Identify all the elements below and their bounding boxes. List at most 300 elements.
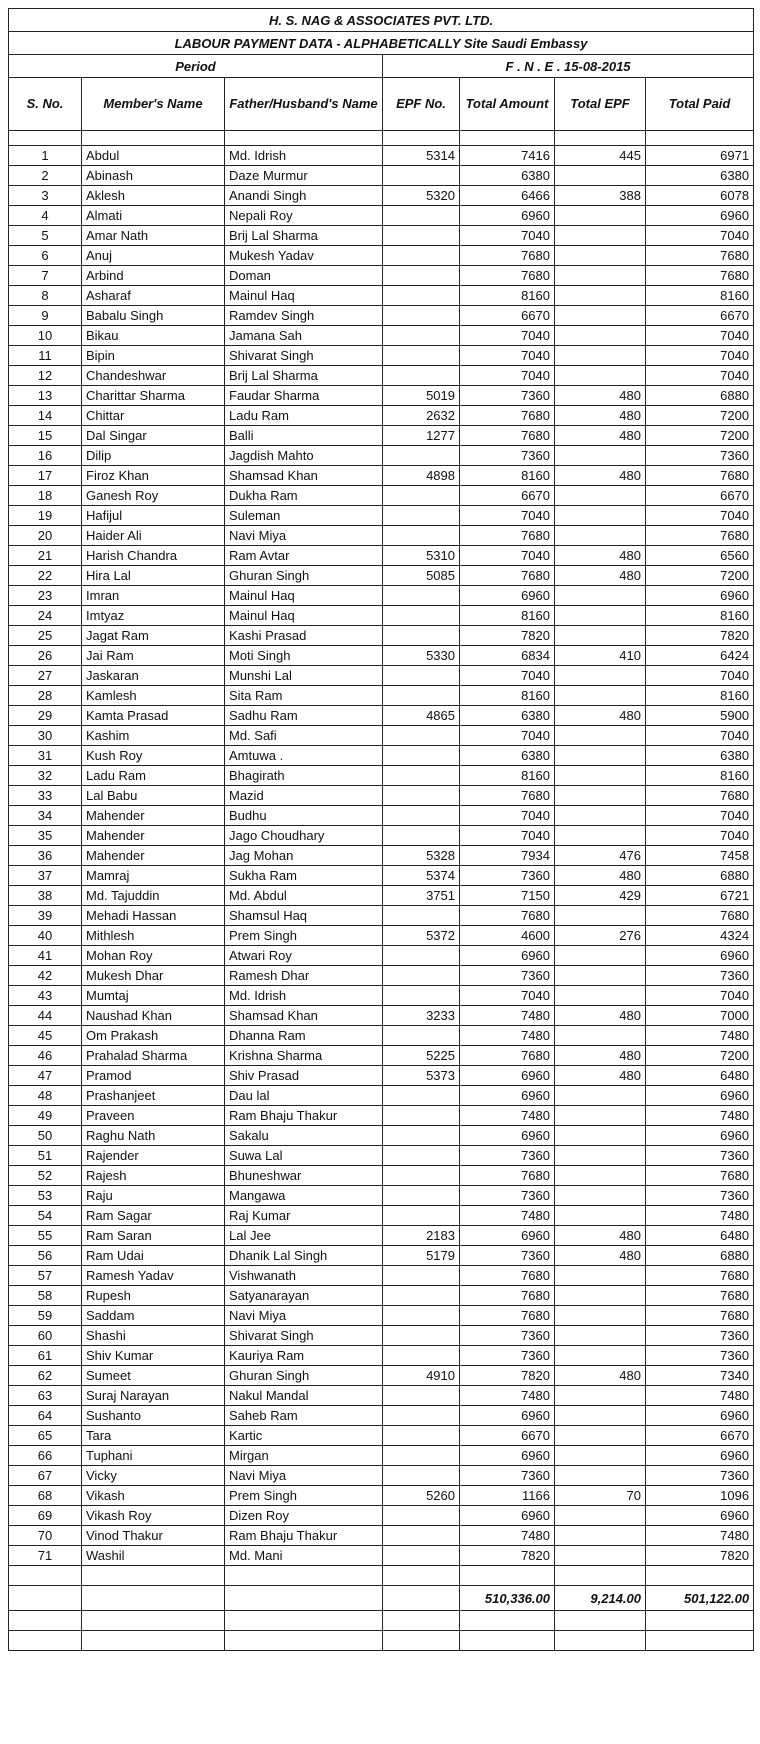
cell-total-paid: 7360 <box>646 966 754 986</box>
table-row <box>9 506 754 526</box>
cell-epf-no <box>383 966 460 986</box>
cell-member-name: Haider Ali <box>82 526 225 546</box>
cell-member-name: Ram Saran <box>82 1226 225 1246</box>
cell-sno: 64 <box>9 1406 82 1426</box>
cell-total-epf <box>555 1426 646 1446</box>
cell-total-amount: 7416 <box>460 146 555 166</box>
cell-sno: 67 <box>9 1466 82 1486</box>
cell-member-name: Jagat Ram <box>82 626 225 646</box>
total-paid-sum: 501,122.00 <box>646 1586 754 1611</box>
cell-epf-no <box>383 1426 460 1446</box>
cell-total-epf <box>555 366 646 386</box>
cell-member-name: Firoz Khan <box>82 466 225 486</box>
cell-father-name: Dizen Roy <box>225 1506 383 1526</box>
cell-total-epf <box>555 666 646 686</box>
table-row <box>9 886 754 906</box>
col-father-name: Father/Husband's Name <box>225 78 383 131</box>
cell-sno: 39 <box>9 906 82 926</box>
cell-total-amount: 8160 <box>460 606 555 626</box>
cell-father-name: Sita Ram <box>225 686 383 706</box>
cell-total-amount: 7820 <box>460 1366 555 1386</box>
table-row <box>9 1006 754 1026</box>
cell-total-paid: 6960 <box>646 1406 754 1426</box>
cell-total-epf: 480 <box>555 386 646 406</box>
cell-total-amount: 7040 <box>460 826 555 846</box>
cell-epf-no <box>383 906 460 926</box>
cell-total-amount: 6960 <box>460 1446 555 1466</box>
cell-total-paid: 6971 <box>646 146 754 166</box>
table-row <box>9 1326 754 1346</box>
cell-sno: 54 <box>9 1206 82 1226</box>
cell-sno: 27 <box>9 666 82 686</box>
cell-total-paid: 6880 <box>646 1246 754 1266</box>
cell-total-epf: 388 <box>555 186 646 206</box>
cell-father-name: Raj Kumar <box>225 1206 383 1226</box>
table-row <box>9 526 754 546</box>
cell-father-name: Dau lal <box>225 1086 383 1106</box>
cell-total-amount: 7680 <box>460 406 555 426</box>
total-epf-sum: 9,214.00 <box>555 1586 646 1611</box>
cell-total-amount: 7360 <box>460 1466 555 1486</box>
cell-father-name: Shamsad Khan <box>225 466 383 486</box>
cell-total-epf <box>555 526 646 546</box>
cell-epf-no <box>383 746 460 766</box>
col-total-paid: Total Paid <box>646 78 754 131</box>
cell-member-name: Shashi <box>82 1326 225 1346</box>
cell-member-name: Mohan Roy <box>82 946 225 966</box>
cell-total-epf <box>555 306 646 326</box>
cell-sno: 50 <box>9 1126 82 1146</box>
cell-member-name: Rajesh <box>82 1166 225 1186</box>
cell-total-amount: 7820 <box>460 1546 555 1566</box>
cell-sno: 2 <box>9 166 82 186</box>
cell-epf-no: 5260 <box>383 1486 460 1506</box>
cell-father-name: Bhagirath <box>225 766 383 786</box>
cell-sno: 58 <box>9 1286 82 1306</box>
cell-father-name: Brij Lal Sharma <box>225 366 383 386</box>
cell-epf-no <box>383 666 460 686</box>
cell-total-epf: 445 <box>555 146 646 166</box>
cell-total-paid: 6880 <box>646 386 754 406</box>
cell-epf-no <box>383 1526 460 1546</box>
cell-total-paid: 6721 <box>646 886 754 906</box>
cell-sno: 4 <box>9 206 82 226</box>
cell-epf-no: 5179 <box>383 1246 460 1266</box>
table-row <box>9 1166 754 1186</box>
cell-total-epf <box>555 1346 646 1366</box>
cell-total-paid: 7480 <box>646 1526 754 1546</box>
table-row <box>9 766 754 786</box>
cell-epf-no: 4910 <box>383 1366 460 1386</box>
cell-member-name: Aklesh <box>82 186 225 206</box>
cell-total-paid: 7480 <box>646 1106 754 1126</box>
cell-father-name: Munshi Lal <box>225 666 383 686</box>
cell-epf-no <box>383 1326 460 1346</box>
table-row <box>9 446 754 466</box>
cell-total-amount: 6960 <box>460 1226 555 1246</box>
cell-member-name: Tuphani <box>82 1446 225 1466</box>
cell-sno: 25 <box>9 626 82 646</box>
cell-member-name: Washil <box>82 1546 225 1566</box>
cell-total-amount: 7360 <box>460 866 555 886</box>
cell-sno: 17 <box>9 466 82 486</box>
cell-sno: 49 <box>9 1106 82 1126</box>
table-row <box>9 546 754 566</box>
cell-sno: 56 <box>9 1246 82 1266</box>
table-row <box>9 466 754 486</box>
table-row <box>9 1206 754 1226</box>
cell-total-paid: 7480 <box>646 1386 754 1406</box>
cell-father-name: Shivarat Singh <box>225 1326 383 1346</box>
cell-total-paid: 7680 <box>646 906 754 926</box>
cell-sno: 68 <box>9 1486 82 1506</box>
cell-total-amount: 7680 <box>460 1046 555 1066</box>
cell-total-amount: 7040 <box>460 986 555 1006</box>
cell-total-paid: 6670 <box>646 306 754 326</box>
cell-father-name: Jago Choudhary <box>225 826 383 846</box>
cell-epf-no: 5328 <box>383 846 460 866</box>
cell-sno: 51 <box>9 1146 82 1166</box>
cell-total-paid: 7040 <box>646 666 754 686</box>
cell-father-name: Budhu <box>225 806 383 826</box>
cell-father-name: Mazid <box>225 786 383 806</box>
cell-father-name: Bhuneshwar <box>225 1166 383 1186</box>
cell-father-name: Shamsul Haq <box>225 906 383 926</box>
cell-sno: 42 <box>9 966 82 986</box>
cell-sno: 1 <box>9 146 82 166</box>
cell-total-paid: 7680 <box>646 1266 754 1286</box>
cell-epf-no <box>383 1406 460 1426</box>
cell-total-paid: 7200 <box>646 566 754 586</box>
table-row <box>9 826 754 846</box>
cell-father-name: Ghuran Singh <box>225 566 383 586</box>
cell-member-name: Kamlesh <box>82 686 225 706</box>
cell-father-name: Saheb Ram <box>225 1406 383 1426</box>
cell-member-name: Amar Nath <box>82 226 225 246</box>
cell-total-paid: 7360 <box>646 1346 754 1366</box>
cell-epf-no: 5374 <box>383 866 460 886</box>
cell-total-amount: 6670 <box>460 486 555 506</box>
table-row <box>9 1026 754 1046</box>
cell-total-epf <box>555 1126 646 1146</box>
cell-total-paid: 7200 <box>646 426 754 446</box>
cell-total-amount: 4600 <box>460 926 555 946</box>
cell-total-paid: 7360 <box>646 446 754 466</box>
cell-total-paid: 7040 <box>646 346 754 366</box>
cell-father-name: Jamana Sah <box>225 326 383 346</box>
cell-epf-no <box>383 446 460 466</box>
cell-total-epf <box>555 1266 646 1286</box>
cell-member-name: Rajender <box>82 1146 225 1166</box>
cell-total-amount: 7360 <box>460 1246 555 1266</box>
cell-sno: 43 <box>9 986 82 1006</box>
cell-total-paid: 7360 <box>646 1186 754 1206</box>
cell-sno: 3 <box>9 186 82 206</box>
cell-sno: 35 <box>9 826 82 846</box>
cell-member-name: Kamta Prasad <box>82 706 225 726</box>
cell-total-epf <box>555 986 646 1006</box>
cell-total-amount: 7680 <box>460 1166 555 1186</box>
cell-sno: 59 <box>9 1306 82 1326</box>
cell-total-epf <box>555 326 646 346</box>
payment-sheet <box>8 8 753 1651</box>
table-row <box>9 1266 754 1286</box>
cell-father-name: Prem Singh <box>225 1486 383 1506</box>
cell-member-name: Mamraj <box>82 866 225 886</box>
report-title: LABOUR PAYMENT DATA - ALPHABETICALLY Site Saudi Embassy <box>9 32 754 55</box>
cell-total-epf <box>555 826 646 846</box>
cell-member-name: Raju <box>82 1186 225 1206</box>
cell-member-name: Ram Udai <box>82 1246 225 1266</box>
cell-sno: 60 <box>9 1326 82 1346</box>
cell-father-name: Balli <box>225 426 383 446</box>
cell-member-name: Arbind <box>82 266 225 286</box>
cell-total-paid: 7820 <box>646 626 754 646</box>
cell-sno: 14 <box>9 406 82 426</box>
cell-father-name: Sadhu Ram <box>225 706 383 726</box>
cell-total-epf <box>555 1106 646 1126</box>
cell-total-epf: 410 <box>555 646 646 666</box>
table-row <box>9 586 754 606</box>
cell-sno: 30 <box>9 726 82 746</box>
cell-sno: 13 <box>9 386 82 406</box>
cell-father-name: Mukesh Yadav <box>225 246 383 266</box>
cell-father-name: Md. Abdul <box>225 886 383 906</box>
cell-sno: 26 <box>9 646 82 666</box>
cell-total-paid: 6960 <box>646 586 754 606</box>
cell-sno: 70 <box>9 1526 82 1546</box>
cell-father-name: Dukha Ram <box>225 486 383 506</box>
cell-epf-no <box>383 1186 460 1206</box>
cell-father-name: Mainul Haq <box>225 606 383 626</box>
cell-total-paid: 7680 <box>646 266 754 286</box>
cell-total-amount: 7360 <box>460 1146 555 1166</box>
cell-sno: 20 <box>9 526 82 546</box>
cell-sno: 34 <box>9 806 82 826</box>
col-member-name: Member's Name <box>82 78 225 131</box>
cell-total-epf <box>555 486 646 506</box>
cell-total-paid: 7040 <box>646 806 754 826</box>
cell-total-epf: 480 <box>555 566 646 586</box>
cell-member-name: Shiv Kumar <box>82 1346 225 1366</box>
cell-member-name: Chittar <box>82 406 225 426</box>
table-row <box>9 866 754 886</box>
cell-member-name: Prahalad Sharma <box>82 1046 225 1066</box>
cell-member-name: Lal Babu <box>82 786 225 806</box>
cell-epf-no <box>383 286 460 306</box>
cell-total-epf <box>555 946 646 966</box>
cell-total-epf <box>555 1406 646 1426</box>
cell-epf-no <box>383 206 460 226</box>
cell-member-name: Mahender <box>82 846 225 866</box>
table-row <box>9 746 754 766</box>
cell-member-name: Vikash Roy <box>82 1506 225 1526</box>
cell-epf-no <box>383 986 460 1006</box>
cell-total-epf: 480 <box>555 406 646 426</box>
cell-total-epf: 480 <box>555 1046 646 1066</box>
cell-total-epf <box>555 606 646 626</box>
col-sno: S. No. <box>9 78 82 131</box>
cell-total-epf <box>555 1306 646 1326</box>
cell-epf-no: 3751 <box>383 886 460 906</box>
cell-father-name: Mainul Haq <box>225 286 383 306</box>
cell-father-name: Navi Miya <box>225 526 383 546</box>
table-row <box>9 1106 754 1126</box>
cell-total-amount: 7480 <box>460 1386 555 1406</box>
cell-father-name: Shiv Prasad <box>225 1066 383 1086</box>
cell-member-name: Almati <box>82 206 225 226</box>
cell-total-amount: 7480 <box>460 1526 555 1546</box>
cell-sno: 46 <box>9 1046 82 1066</box>
cell-epf-no: 4898 <box>383 466 460 486</box>
cell-epf-no <box>383 946 460 966</box>
cell-father-name: Nakul Mandal <box>225 1386 383 1406</box>
cell-total-epf <box>555 1506 646 1526</box>
table-row <box>9 1526 754 1546</box>
cell-total-amount: 7040 <box>460 666 555 686</box>
col-total-epf: Total EPF <box>555 78 646 131</box>
cell-father-name: Mirgan <box>225 1446 383 1466</box>
table-row <box>9 1086 754 1106</box>
cell-epf-no: 5019 <box>383 386 460 406</box>
cell-father-name: Ram Bhaju Thakur <box>225 1106 383 1126</box>
cell-father-name: Ladu Ram <box>225 406 383 426</box>
cell-member-name: Sushanto <box>82 1406 225 1426</box>
cell-member-name: Tara <box>82 1426 225 1446</box>
table-row <box>9 186 754 206</box>
cell-epf-no <box>383 366 460 386</box>
cell-father-name: Ghuran Singh <box>225 1366 383 1386</box>
table-row <box>9 426 754 446</box>
cell-total-amount: 7360 <box>460 1346 555 1366</box>
cell-total-amount: 7680 <box>460 526 555 546</box>
cell-father-name: Brij Lal Sharma <box>225 226 383 246</box>
cell-epf-no <box>383 1206 460 1226</box>
cell-total-amount: 7040 <box>460 546 555 566</box>
cell-total-paid: 6880 <box>646 866 754 886</box>
cell-total-epf: 429 <box>555 886 646 906</box>
cell-total-amount: 6960 <box>460 1506 555 1526</box>
cell-total-epf: 480 <box>555 1366 646 1386</box>
cell-total-amount: 8160 <box>460 766 555 786</box>
cell-father-name: Sakalu <box>225 1126 383 1146</box>
cell-total-paid: 6480 <box>646 1066 754 1086</box>
col-total-amount: Total Amount <box>460 78 555 131</box>
cell-sno: 7 <box>9 266 82 286</box>
cell-father-name: Md. Safi <box>225 726 383 746</box>
cell-total-amount: 6380 <box>460 746 555 766</box>
col-epf-no: EPF No. <box>383 78 460 131</box>
cell-total-paid: 6960 <box>646 206 754 226</box>
cell-sno: 36 <box>9 846 82 866</box>
cell-total-epf: 70 <box>555 1486 646 1506</box>
cell-total-amount: 8160 <box>460 686 555 706</box>
table-row <box>9 1346 754 1366</box>
cell-total-paid: 7040 <box>646 986 754 1006</box>
cell-total-amount: 7040 <box>460 726 555 746</box>
cell-epf-no <box>383 486 460 506</box>
cell-epf-no <box>383 526 460 546</box>
cell-total-epf <box>555 586 646 606</box>
cell-sno: 24 <box>9 606 82 626</box>
cell-sno: 57 <box>9 1266 82 1286</box>
cell-father-name: Satyanarayan <box>225 1286 383 1306</box>
cell-father-name: Kashi Prasad <box>225 626 383 646</box>
table-row <box>9 966 754 986</box>
cell-epf-no <box>383 1386 460 1406</box>
cell-epf-no <box>383 586 460 606</box>
cell-epf-no: 5372 <box>383 926 460 946</box>
cell-member-name: Kush Roy <box>82 746 225 766</box>
cell-epf-no: 5085 <box>383 566 460 586</box>
cell-epf-no <box>383 226 460 246</box>
cell-total-amount: 6466 <box>460 186 555 206</box>
cell-total-paid: 6670 <box>646 1426 754 1446</box>
table-row <box>9 1466 754 1486</box>
table-row <box>9 1126 754 1146</box>
cell-father-name: Shamsad Khan <box>225 1006 383 1026</box>
cell-epf-no: 4865 <box>383 706 460 726</box>
cell-member-name: Sumeet <box>82 1366 225 1386</box>
cell-total-amount: 7040 <box>460 506 555 526</box>
table-row <box>9 226 754 246</box>
cell-sno: 6 <box>9 246 82 266</box>
cell-total-amount: 7040 <box>460 806 555 826</box>
cell-total-amount: 6960 <box>460 1086 555 1106</box>
cell-total-amount: 6960 <box>460 1126 555 1146</box>
cell-total-paid: 8160 <box>646 286 754 306</box>
cell-member-name: Ganesh Roy <box>82 486 225 506</box>
table-row <box>9 786 754 806</box>
cell-member-name: Dal Singar <box>82 426 225 446</box>
table-row <box>9 1226 754 1246</box>
cell-father-name: Suleman <box>225 506 383 526</box>
cell-total-epf: 480 <box>555 706 646 726</box>
cell-total-amount: 7360 <box>460 966 555 986</box>
cell-total-amount: 6960 <box>460 206 555 226</box>
cell-total-amount: 7820 <box>460 626 555 646</box>
cell-total-epf: 480 <box>555 466 646 486</box>
cell-total-paid: 6424 <box>646 646 754 666</box>
cell-father-name: Md. Idrish <box>225 146 383 166</box>
table-row <box>9 1246 754 1266</box>
cell-total-amount: 7360 <box>460 446 555 466</box>
cell-total-epf <box>555 1146 646 1166</box>
cell-epf-no <box>383 1086 460 1106</box>
cell-father-name: Anandi Singh <box>225 186 383 206</box>
cell-sno: 11 <box>9 346 82 366</box>
cell-member-name: Md. Tajuddin <box>82 886 225 906</box>
cell-total-paid: 7040 <box>646 506 754 526</box>
cell-member-name: Mumtaj <box>82 986 225 1006</box>
cell-sno: 16 <box>9 446 82 466</box>
cell-total-paid: 7820 <box>646 1546 754 1566</box>
table-row <box>9 606 754 626</box>
cell-total-amount: 7480 <box>460 1106 555 1126</box>
table-row <box>9 726 754 746</box>
cell-epf-no <box>383 1446 460 1466</box>
cell-total-amount: 7680 <box>460 1306 555 1326</box>
table-row <box>9 306 754 326</box>
table-row <box>9 1426 754 1446</box>
cell-total-amount: 6960 <box>460 586 555 606</box>
cell-member-name: Mehadi Hassan <box>82 906 225 926</box>
cell-sno: 71 <box>9 1546 82 1566</box>
cell-total-paid: 7360 <box>646 1326 754 1346</box>
table-row <box>9 166 754 186</box>
cell-total-paid: 7360 <box>646 1146 754 1166</box>
cell-sno: 22 <box>9 566 82 586</box>
